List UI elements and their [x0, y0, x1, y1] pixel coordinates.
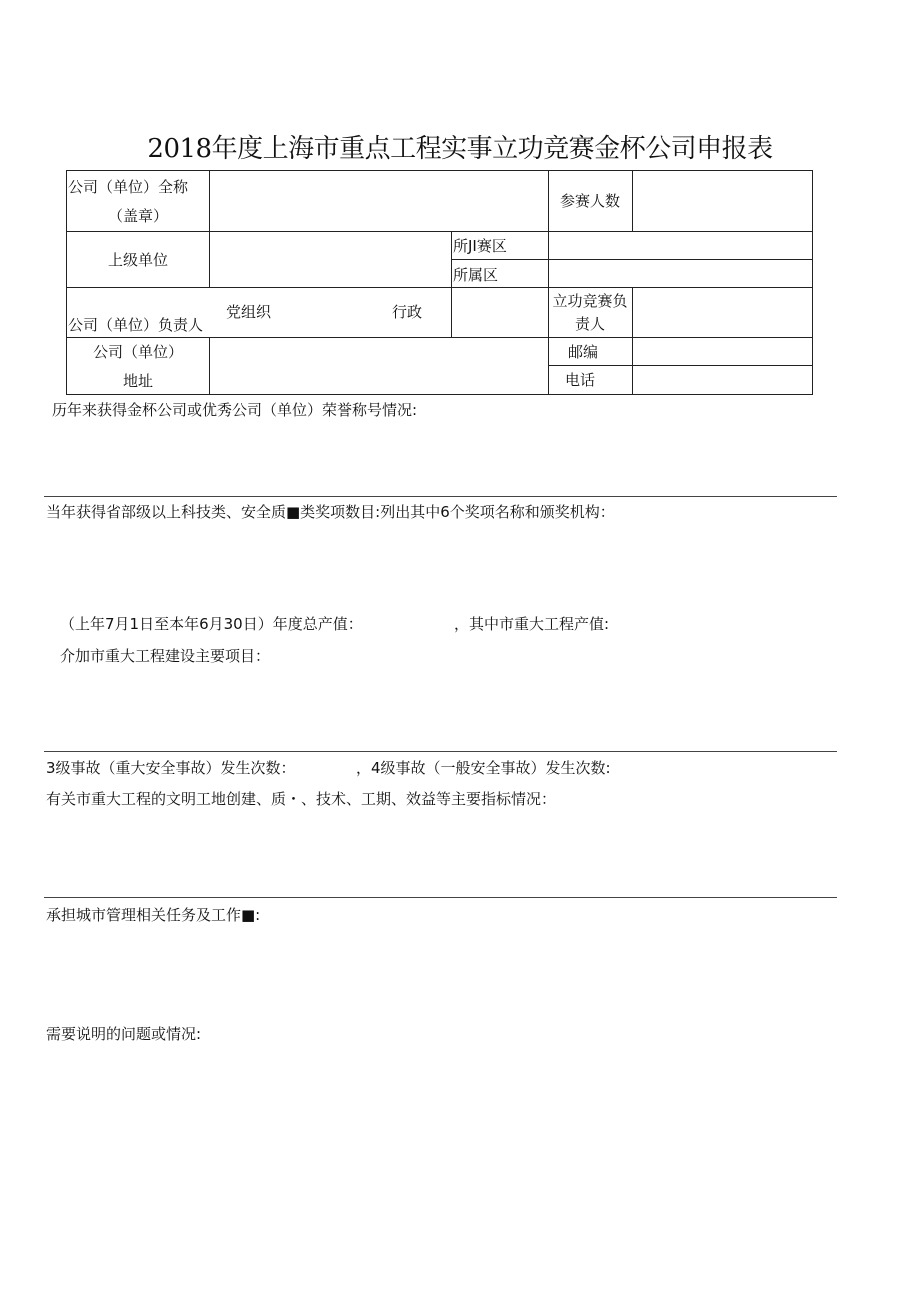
district-label: 所属区: [453, 266, 499, 284]
honors-section-label: 历年来获得金杯公司或优秀公司（单位）荣誉称号情况:: [52, 401, 418, 419]
major-output-label: ，其中市重大工程产值:: [454, 615, 610, 633]
address-label: 公司（单位） 地址: [92, 343, 183, 390]
page-title: 2018年度上海市重点工程实事立功竞赛金杯公司申报表: [147, 134, 773, 164]
city-tasks-label: 承担城市管理相关任务及工作■:: [46, 906, 261, 924]
section-divider: [44, 751, 837, 752]
company-full-name-label: 公司（单位）全称 （盖章）: [68, 178, 189, 225]
notes-label: 需要说明的问题或情况:: [46, 1025, 202, 1043]
section-divider: [44, 496, 837, 497]
leader-label: 公司（单位）负责人: [68, 316, 204, 334]
awards-section-label: 当年获得省部级以上科技类、安全质■类奖项数目:列出其中6个奖项名称和颁奖机构：: [46, 503, 615, 521]
postcode-label: 邮编: [567, 343, 598, 361]
level4-accidents-label: ，4级事故（一般安全事故）发生次数:: [356, 759, 611, 777]
level3-accidents-label: 3级事故（重大安全事故）发生次数：: [46, 759, 296, 777]
administration-label: 行政: [392, 303, 423, 321]
party-org-label: 党组织: [226, 303, 272, 321]
phone-label: 电话: [564, 371, 595, 389]
contest-leader-label: 立功竞赛负 责人: [552, 292, 628, 333]
indicators-label: 有关市重大工程的文明工地创建、质・、技术、工期、效益等主要指标情况：: [46, 790, 557, 808]
major-projects-label: 介加市重大工程建设主要项目：: [60, 647, 271, 665]
section-divider: [44, 897, 837, 898]
superior-unit-label: 上级单位: [107, 251, 168, 269]
participants-label: 参赛人数: [559, 192, 620, 210]
division-label: 所JI赛区: [453, 237, 507, 255]
annual-output-label: （上年7月1日至本年6月30日）年度总产值：: [60, 615, 363, 633]
